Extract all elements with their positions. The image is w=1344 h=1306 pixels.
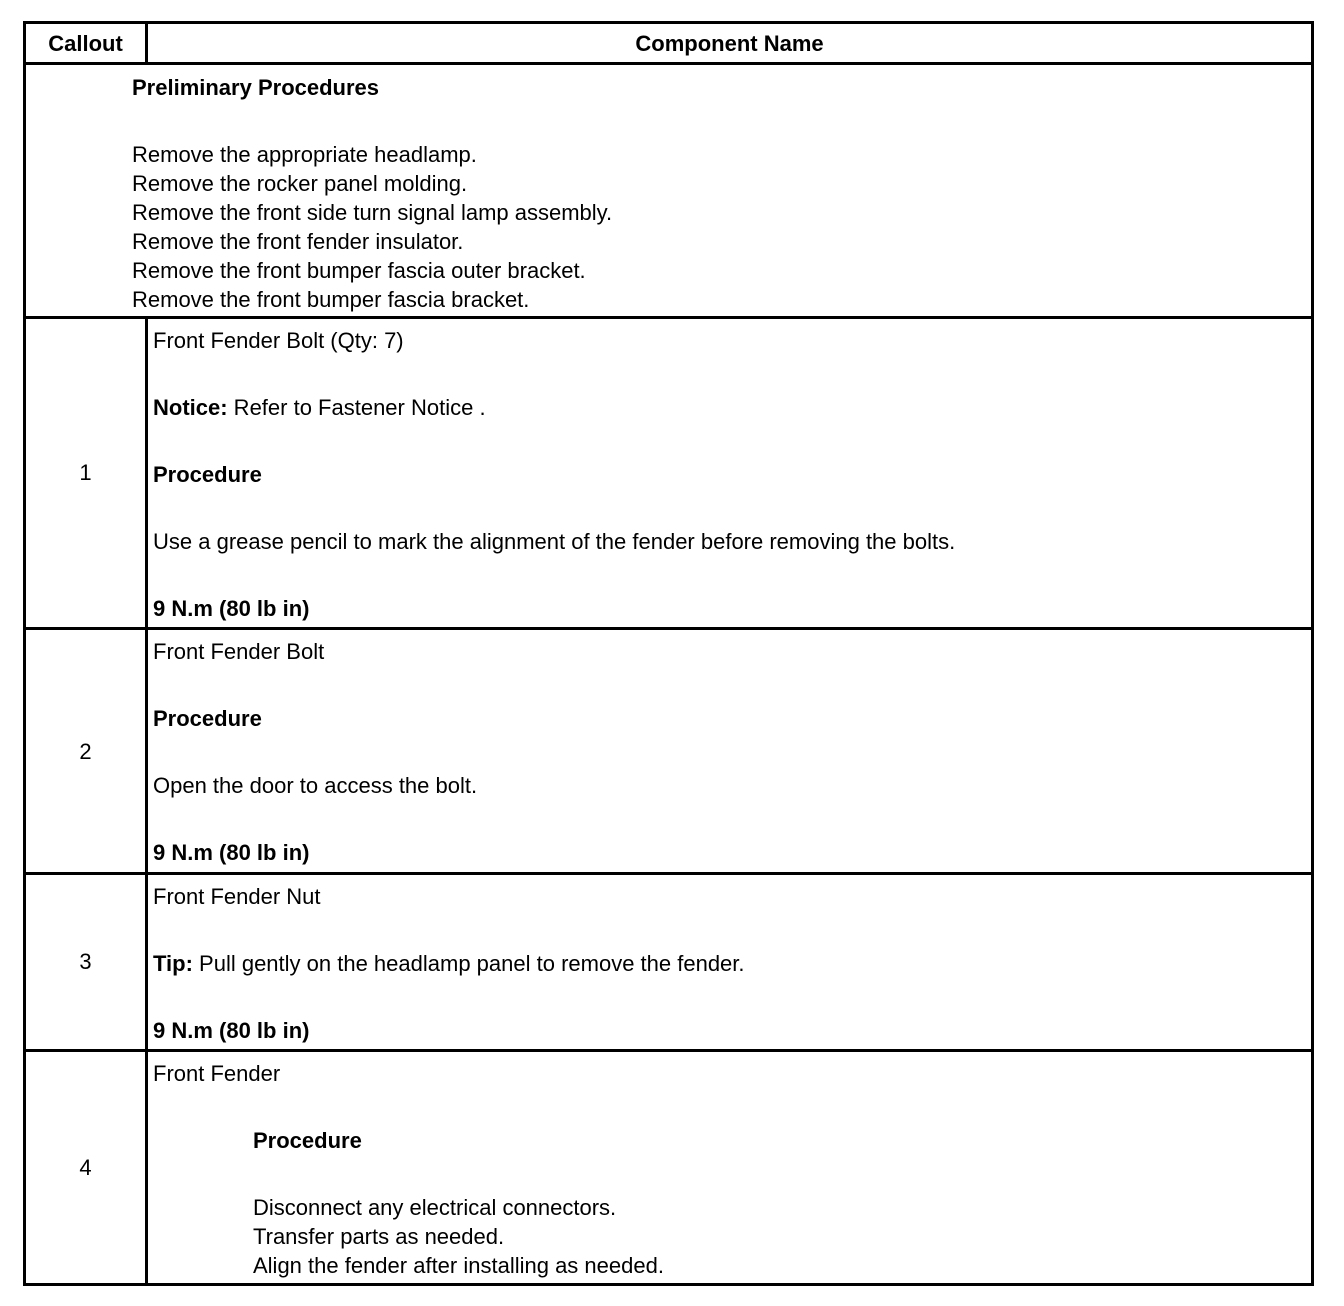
component-name: Front Fender (153, 1060, 281, 1086)
preliminary-step: Remove the front side turn signal lamp assembly. (132, 200, 613, 226)
preliminary-procedures-cell (25, 64, 1313, 317)
preliminary-step: Remove the front fender insulator. (132, 229, 464, 255)
procedure-label: Procedure (253, 1127, 362, 1153)
component-name-column-header: Component Name (147, 23, 1313, 64)
component-name: Front Fender Bolt (Qty: 7) (153, 327, 404, 353)
procedure-table (23, 21, 1314, 1286)
table-row (25, 629, 1313, 873)
component-cell (147, 873, 1313, 1050)
procedure-block (153, 1126, 1311, 1280)
procedure-step: Disconnect any electrical connectors. (253, 1194, 617, 1220)
notice-text: Refer to Fastener Notice . (227, 394, 486, 420)
callout-number: 4 (25, 1050, 147, 1284)
component-cell (147, 1050, 1313, 1284)
component-cell (147, 629, 1313, 873)
component-cell (147, 317, 1313, 629)
preliminary-procedures-title: Preliminary Procedures (132, 75, 380, 101)
notice-label: Notice: (153, 394, 228, 420)
component-name: Front Fender Nut (153, 883, 321, 909)
procedure-label: Procedure (153, 706, 262, 732)
table-row (25, 873, 1313, 1050)
table-header-row (25, 23, 1313, 64)
callout-number: 3 (25, 873, 147, 1050)
preliminary-step: Remove the front bumper fascia outer bracket. (132, 258, 586, 284)
preliminary-step: Remove the rocker panel molding. (132, 171, 468, 197)
torque-spec: 9 N.m (80 lb in) (153, 1017, 310, 1043)
procedure-text: Open the door to access the bolt. (153, 773, 478, 799)
callout-number: 1 (25, 317, 147, 629)
procedure-label: Procedure (153, 461, 262, 487)
callout-number: 2 (25, 629, 147, 873)
preliminary-procedures-row (25, 64, 1313, 317)
callout-column-header: Callout (25, 23, 147, 64)
procedure-step: Align the fender after installing as needed. (253, 1252, 664, 1278)
preliminary-step: Remove the appropriate headlamp. (132, 142, 477, 168)
tip-line (153, 949, 1311, 978)
tip-label: Tip: (153, 950, 193, 976)
table-row (25, 317, 1313, 629)
preliminary-step: Remove the front bumper fascia bracket. (132, 287, 530, 313)
component-name: Front Fender Bolt (153, 639, 325, 665)
torque-spec: 9 N.m (80 lb in) (153, 595, 310, 621)
procedure-text: Use a grease pencil to mark the alignment of the fender before removing the bolts. (153, 528, 956, 554)
table-row (25, 1050, 1313, 1284)
tip-text: Pull gently on the headlamp panel to remove the fender. (192, 950, 745, 976)
procedure-step: Transfer parts as needed. (253, 1223, 505, 1249)
torque-spec: 9 N.m (80 lb in) (153, 840, 310, 866)
notice-line (153, 393, 1311, 422)
